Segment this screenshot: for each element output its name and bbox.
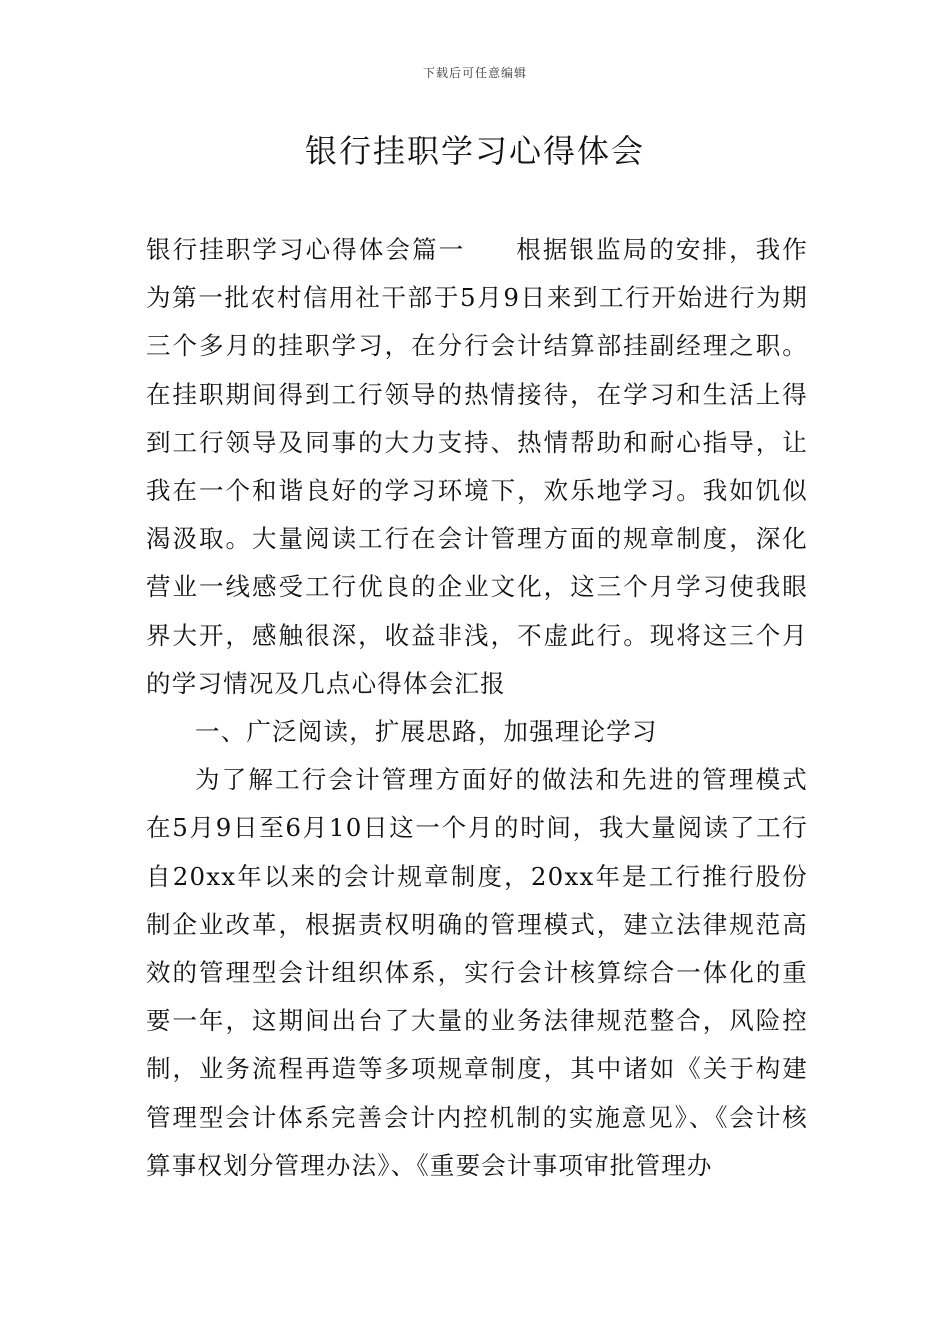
intro-lead: 银行挂职学习心得体会篇一 [146,235,466,264]
section-heading: 一、广泛阅读，扩展思路，加强理论学习 [195,717,658,747]
section-paragraph: 为了解工行会计管理方面好的做法和先进的管理模式在5月9日至6月10日这一个月的时间，我大量阅读了工行自20xx年以来的会计规章制度，20xx年是工行推行股份制企业改革，根据责权明确的管理模式，建立法律规范高效的管理型会计组织体系，实行会计核算综合一体化的重要一年，这期间出台了大量的业务法律规范整合，风险控制，业务流程再造等多项规章制度，其中诸如《关于构建管理型会计体系完善会计内控机制的实施意见》、《会计核算事权划分管理办法》、《重要会计事项审批管理办 [146,765,808,1180]
intro-text: 根据银监局的安排，我作为第一批农村信用社干部于5月9日来到工行开始进行为期三个多月的挂职学习，在分行会计结算部挂副经理之职。在挂职期间得到工行领导的热情接待，在学习和生活上得到工行领导及同事的大力支持、热情帮助和耐心指导，让我在一个和谐良好的学习环境下，欢乐地学习。我如饥似渴汲取。大量阅读工行在会计管理方面的规章制度，深化营业一线感受工行优良的企业文化，这三个月学习使我眼界大开，感触很深，收益非浅，不虚此行。现将这三个月的学习情况及几点心得体会汇报 [146,235,809,698]
document-body [146,226,808,1190]
header-note: 下载后可任意编辑 [422,66,527,80]
intro-paragraph [146,226,808,708]
document-title: 银行挂职学习心得体会 [304,132,645,170]
